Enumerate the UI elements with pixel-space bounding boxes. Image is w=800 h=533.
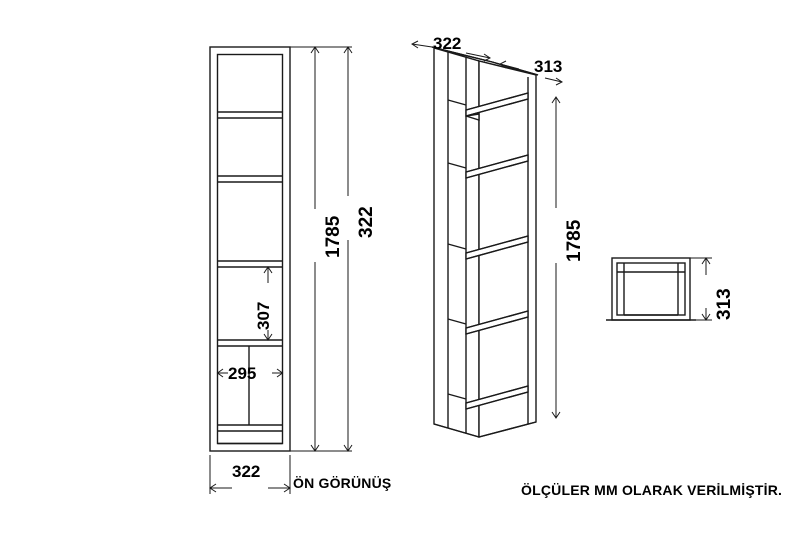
iso-top-width-label: 322 (433, 34, 462, 53)
top-view-dimensions (690, 258, 712, 320)
front-view-geometry (210, 47, 290, 451)
shelf-opening-width-label: 295 (228, 364, 257, 383)
top-view-geometry (606, 258, 696, 320)
front-width-dimension-label: 322 (232, 462, 261, 481)
iso-view-geometry (432, 47, 538, 437)
top-depth-dimension-label: 313 (714, 288, 735, 320)
shelf-opening-height-label: 307 (254, 301, 273, 330)
front-view-caption: ÖN GÖRÜNÜŞ (293, 475, 392, 491)
front-outer-dimension-label: 322 (356, 206, 377, 238)
front-height-dimension-label: 1785 (323, 215, 344, 258)
iso-top-depth-label: 313 (534, 57, 563, 76)
iso-height-dimension-label: 1785 (564, 219, 585, 262)
units-note: ÖLÇÜLER MM OLARAK VERİLMİŞTİR. (521, 482, 783, 498)
